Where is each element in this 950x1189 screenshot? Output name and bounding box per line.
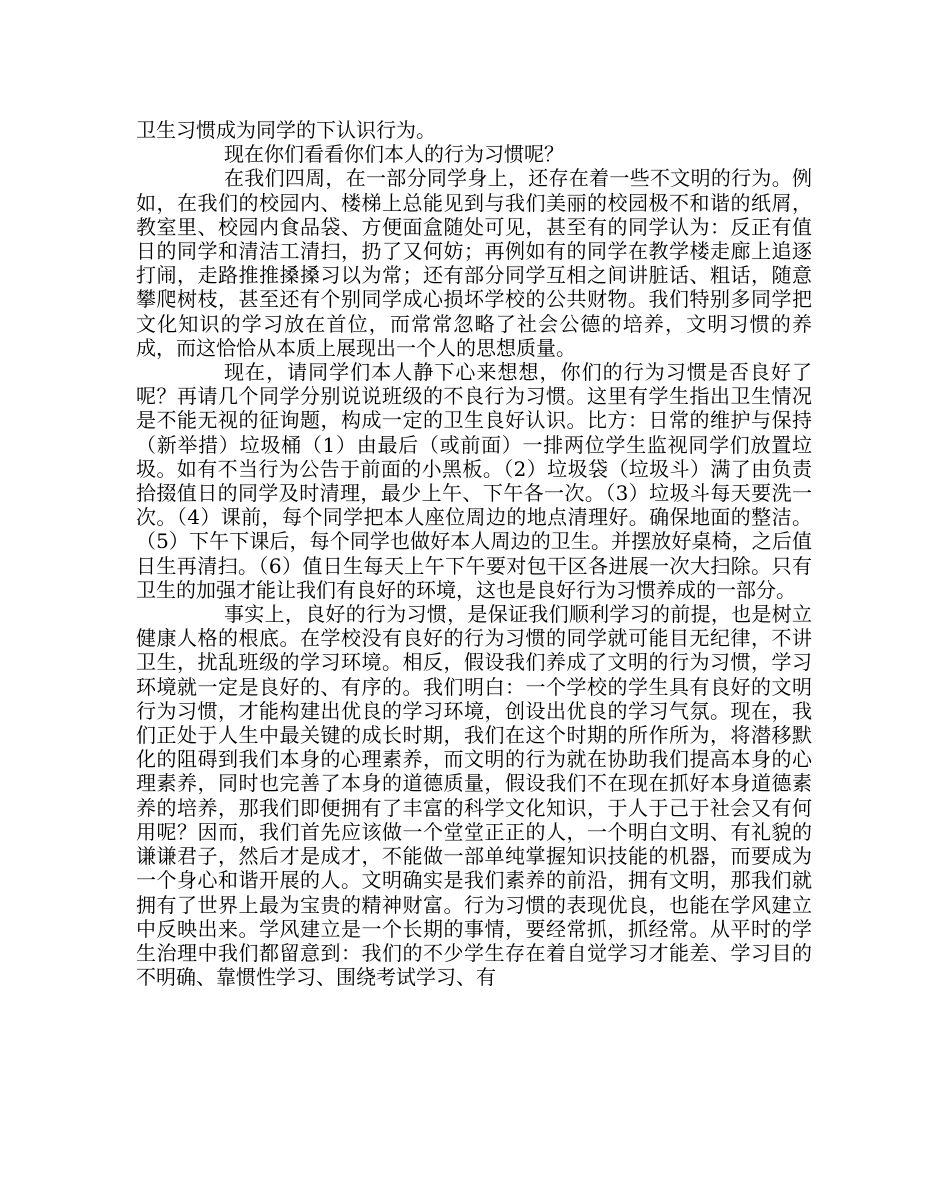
paragraph-3: 在我们四周，在一部分同学身上，还存在着一些不文明的行为。例如，在我们的校园内、楼梯上总能见到与我们美丽的校园极不和谐的纸屑，教室里、校园内食品袋、方便面盒随处可见，甚至有的同学认为：反正有值日的同学和清洁工清扫，扔了又何妨；再例如有的同学在教学楼走廊上追逐打闹，走路推推搡搡习以为常；还有部分同学互相之间讲脏话、粗话，随意攀爬树枝，甚至还有个别同学成心损坏学校的公共财物。我们特别多同学把文化知识的学习放在首位，而常常忽略了社会公德的培养，文明习惯的养成，而这恰恰从本质上展现出一个人的思想质量。: [136, 166, 812, 360]
paragraph-5: 事实上，良好的行为习惯，是保证我们顺利学习的前提，也是树立健康人格的根底。在学校没有良好的行为习惯的同学就可能目无纪律，不讲卫生，扰乱班级的学习环境。相反，假设我们养成了文明的行为习惯，学习环境就一定是良好的、有序的。我们明白：一个学校的学生具有良好的文明行为习惯，才能构建出优良的学习环境，创设出优良的学习气氛。现在，我们正处于人生中最关键的成长时期，我们在这个时期的所作所为，将潜移默化的阻碍到我们本身的心理素养，而文明的行为就在协助我们提高本身的心理素养，同时也完善了本身的道德质量，假设我们不在现在抓好本身道德素养的培养，那我们即便拥有了丰富的科学文化知识，于人于己于社会又有何用呢？因而，我们首先应该做一个堂堂正正的人，一个明白文明、有礼貌的谦谦君子，然后才是成才，不能做一部单纯掌握知识技能的机器，而要成为一个身心和谐开展的人。文明确实是我们素养的前沿，拥有文明，那我们就拥有了世界上最为宝贵的精神财富。行为习惯的表现优良，也能在学风建立中反映出来。学风建立是一个长期的事情，要经常抓，抓经常。从平时的学生治理中我们都留意到：我们的不少学生存在着自觉学习才能差、学习目的不明确、靠惯性学习、围绕考试学习、有: [136, 602, 812, 990]
document-body: [136, 118, 812, 989]
paragraph-4: 现在，请同学们本人静下心来想想，你们的行为习惯是否良好了呢？再请几个同学分别说说班级的不良行为习惯。这里有学生指出卫生情况是不能无视的征询题，构成一定的卫生良好认识。比方：日常的维护与保持（新举措）垃圾桶（1）由最后（或前面）一排两位学生监视同学们放置垃圾。如有不当行为公告于前面的小黑板。（2）垃圾袋（垃圾斗）满了由负责拾掇值日的同学及时清理，最少上午、下午各一次。（3）垃圾斗每天要洗一次。（4）课前，每个同学把本人座位周边的地点清理好。确保地面的整洁。（5）下午下课后，每个同学也做好本人周边的卫生。并摆放好桌椅，之后值日生再清扫。（6）值日生每天上午下午要对包干区各进展一次大扫除。只有卫生的加强才能让我们有良好的环境，这也是良好行为习惯养成的一部分。: [136, 360, 812, 602]
paragraph-1: 卫生习惯成为同学的下认识行为。: [136, 118, 436, 142]
paragraph-2: 现在你们看看你们本人的行为习惯呢？: [224, 142, 564, 167]
